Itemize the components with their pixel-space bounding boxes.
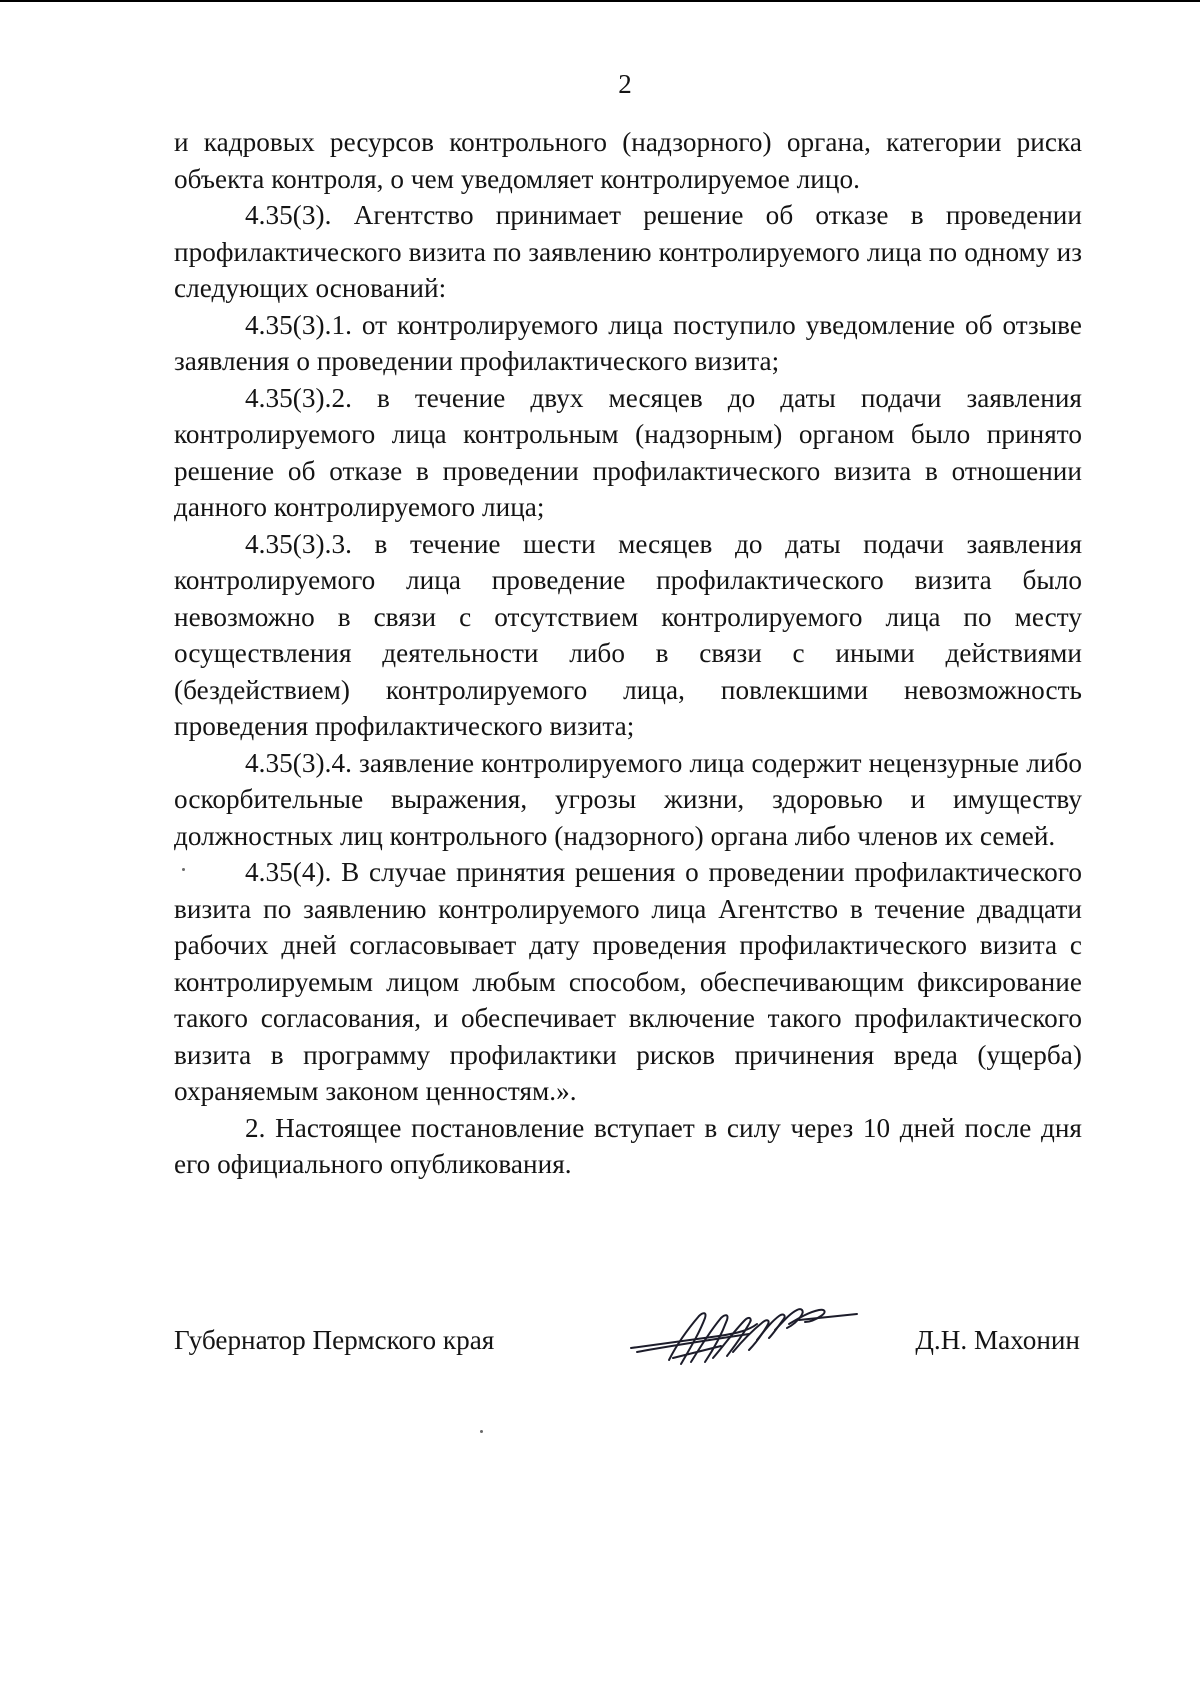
signature-block [174,1300,1080,1400]
paragraph-4-35-3: 4.35(3). Агентство принимает решение об отказе в проведении профилактического визита по заявлению контролируемого лица по одному из следующих оснований: [174,200,1082,303]
paragraph-4-35-4: 4.35(4). В случае принятия решения о проведении профилактического визита по заявлению контролируемого лица Агентство в течение двадцати рабочих дней согласовывает дату проведения профилактического визита с контролируемым лицом любым способом, обеспечивающим фиксирование такого согласования, и обеспечивает включение такого профилактического визита в программу профилактики рисков причинения вреда (ущерба) охраняемым законом ценностям.». [174,857,1082,1106]
paragraph-4-35-3-1: 4.35(3).1. от контролируемого лица поступило уведомление об отзыве заявления о проведении профилактического визита; [174,309,1082,376]
paragraph-4-35-3-3: 4.35(3).3. в течение шести месяцев до даты подачи заявления контролируемого лица проведение профилактического визита было невозможно в связи с отсутствием контролируемого лица по месту осуществления деятельности либо в связи с иными действиями (бездействием) контролируемого лица, повлекшими невозможность проведения профилактического визита; [174,528,1082,741]
paragraph-2-effective-date: 2. Настоящее постановление вступает в силу через 10 дней после дня его официального опубликования. [174,1112,1082,1179]
scan-top-edge [0,0,1200,2]
paragraph-4-35-3-4: 4.35(3).4. заявление контролируемого лица содержит нецензурные либо оскорбительные выражения, угрозы жизни, здоровью и имуществу должностных лиц контрольного (надзорного) органа либо членов их семей. [174,747,1082,851]
signatory-name: Д.Н. Махонин [915,1325,1080,1355]
paragraph-continuation: и кадровых ресурсов контрольного (надзорного) органа, категории риска объекта контроля, о чем уведомляет контролируемое лицо. [174,127,1082,194]
signatory-position: Губернатор Пермского края [174,1325,495,1355]
paragraph-4-35-3-2: 4.35(3).2. в течение двух месяцев до даты подачи заявления контролируемого лица контрольным (надзорным) органом было принято решение об отказе в проведении профилактического визита в отношении данного контролируемого лица; [174,382,1082,522]
scan-speck [182,868,185,871]
scan-speck [480,1430,483,1433]
handwritten-signature [629,1300,859,1372]
page-number: 2 [618,69,632,99]
document-body [174,124,1082,1183]
